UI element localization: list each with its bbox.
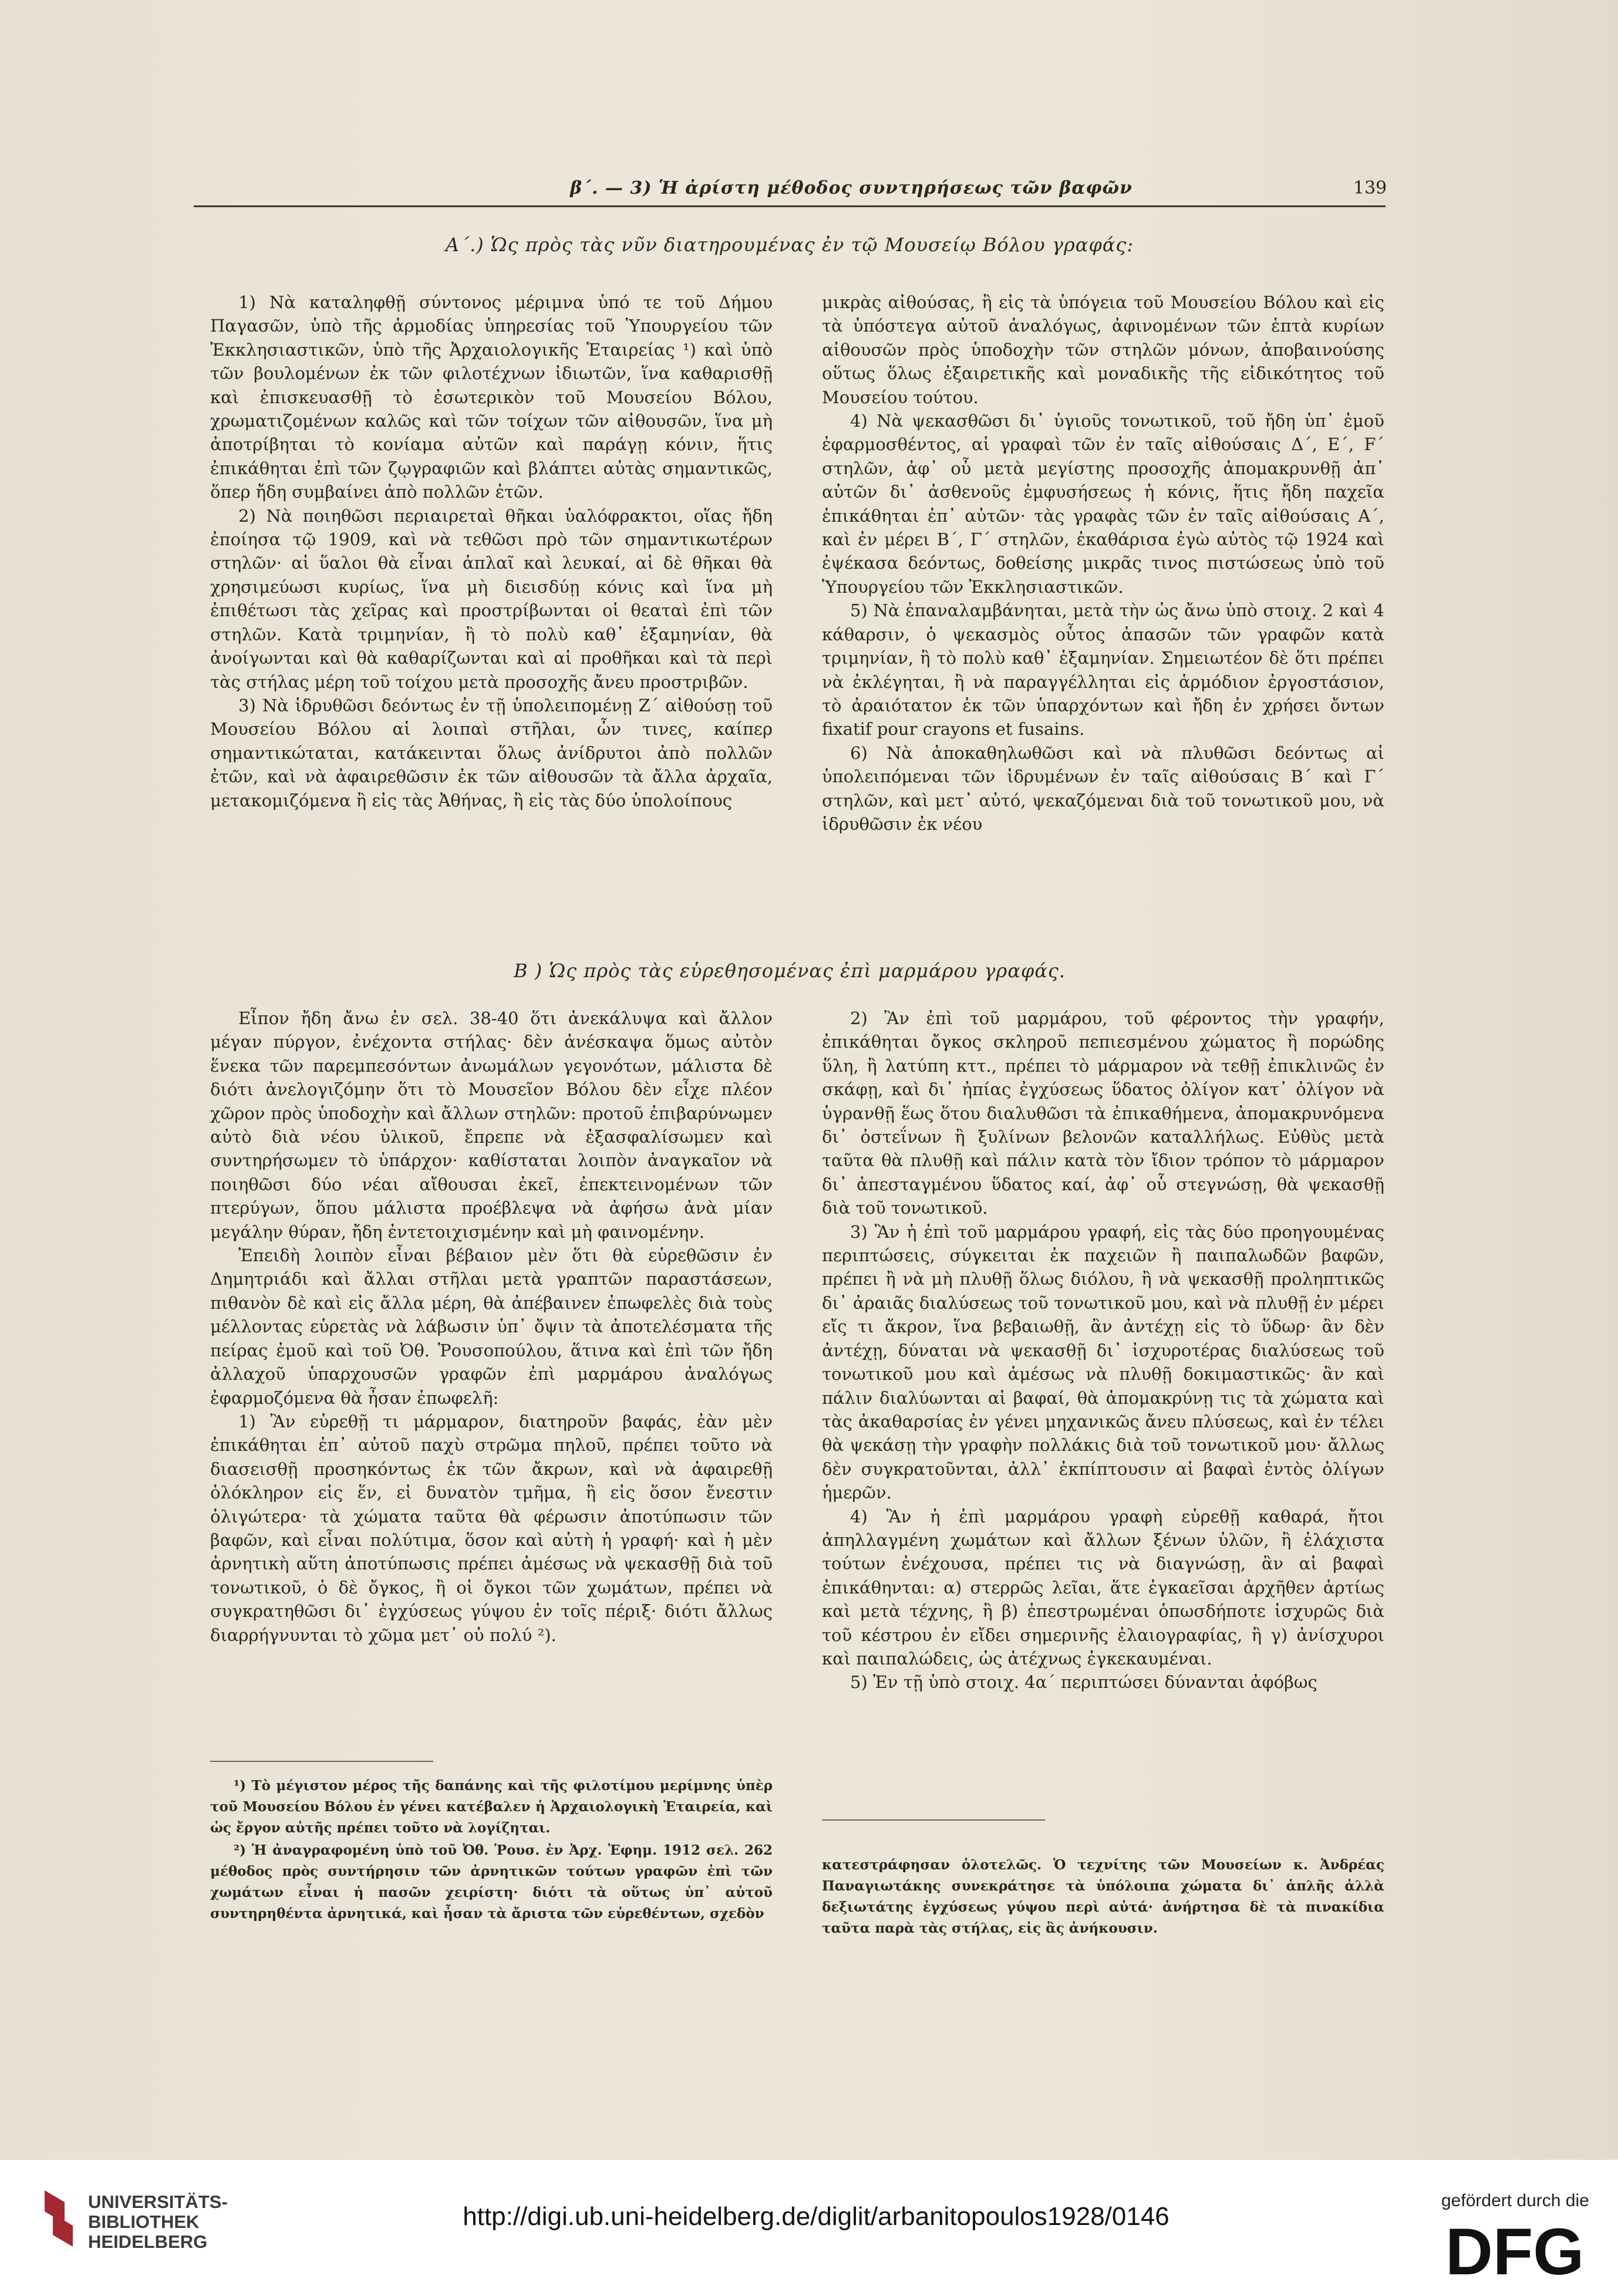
paragraph: 5) Ἐν τῇ ὑπὸ στοιχ. 4α΄ περιπτώσει δύνανται ἀφόβως xyxy=(850,1672,1317,1693)
footnote: κατεστράφησαν ὁλοτελῶς. Ὁ τεχνίτης τῶν Μουσείων κ. Ἀνδρέας Παναγιωτάκης συνεκράτησε τὰ ὑπόλοιπα χώματα δι᾽ ἁπλῆς ἀλλὰ δεξιωτάτης ἐγχύσεως γύψου περὶ αὐτά· ἀνήρτησα δὲ τὰ πινακίδια ταῦτα παρὰ τὰς στήλας, εἰς ἃς ἀνήκουσιν. xyxy=(822,1857,1384,1936)
footnote-rule-right xyxy=(822,1819,1045,1821)
paragraph: 3) Νὰ ἱδρυθῶσι δεόντως ἐν τῇ ὑπολειπομένῃ Ζ΄ αἰθούσῃ τοῦ Μουσείου Βόλου αἱ λοιπαὶ στῆλαι, ὧν τινες, καίπερ σημαντικώταται, κατάκεινται ὅλως ἀνίδρυτοι ἀπὸ πολλῶν ἐτῶν, καὶ νὰ ἀφαιρεθῶσιν ἐκ τῶν αἰθουσῶν τὰ ἄλλα ἀρχαῖα, μετακομιζόμενα ἢ εἰς τὰς Ἀθήνας, ἢ εἰς τὰς δύο ὑπολοίπους xyxy=(210,695,773,811)
footnote: ²) Ἡ ἀναγραφομένη ὑπὸ τοῦ Ὀθ. Ῥουσ. ἐν Ἀρχ. Ἐφημ. 1912 σελ. 262 μέθοδος πρὸς συντήρησιν τῶν ἀρνητικῶν τούτων γραφῶν ἐπὶ τῶν χωμάτων εἶναι ἡ πασῶν χειρίστη· διότι τὰ οὕτως ὑπ᾽ αὐτοῦ συντηρηθέντα ἀρνητικά, καὶ ἦσαν τὰ ἄριστα τῶν εὑρεθέντων, σχεδὸν xyxy=(210,1842,773,1922)
paragraph: Ἐπειδὴ λοιπὸν εἶναι βέβαιον μὲν ὅτι θὰ εὑρεθῶσιν ἐν Δημητριάδι καὶ ἄλλαι στῆλαι μετὰ γραπτῶν παραστάσεων, πιθανὸν δὲ καὶ εἰς ἄλλα μέρη, θὰ ἀπέβαινεν ἐπωφελὲς διὰ τοὺς μέλλοντας εὑρετὰς νὰ λάβωσιν ὑπ᾽ ὄψιν τὰ ἀποτελέσματα τῆς πείρας ἐμοῦ καὶ τοῦ Ὀθ. Ῥουσοπούλου, ἅτινα καὶ ἐπὶ τῶν ἤδη ἀλλαχοῦ ὑπαρχουσῶν γραφῶν ἐπὶ μαρμάρου ἀναλόγως ἐφαρμοζόμενα θὰ ἦσαν ἐπωφελῆ: xyxy=(210,1245,773,1408)
footnote-rule-left xyxy=(210,1761,433,1762)
paragraph: 1) Ἂν εὑρεθῇ τι μάρμαρον, διατηροῦν βαφάς, ἐὰν μὲν ἐπικάθηται ἐπ᾽ αὐτοῦ παχὺ στρῶμα πηλοῦ, πρέπει τοῦτο νὰ διασεισθῇ προσηκόντως ἐκ τῶν ἄκρων, καὶ νὰ ἀφαιρεθῇ ὁλόκληρον εἰς ἕν, εἰ δυνατὸν τμῆμα, ἢ εἰς ὅσον ἔνεστιν ὀλιγώτερα· τὰ χώματα ταῦτα θὰ φέρωσιν ἀποτύπωσιν τῶν βαφῶν, καὶ εἶναι πολύτιμα, ὅσον καὶ αὐτὴ ἡ γραφή· καὶ ἡ μὲν ἀρνητικὴ αὕτη ἀποτύπωσις πρέπει ἀμέσως νὰ ψεκασθῇ διὰ τοῦ τονωτικοῦ, ὁ δὲ ὄγκος, ἢ οἱ ὄγκοι τῶν χωμάτων, πρέπει νὰ συγκρατηθῶσι δι᾽ ἐγχύσεως γύψου ἐν τοῖς πέριξ· διότι ἄλλως διαρρήγνυνται τὸ χῶμα μετ᾽ οὐ πολύ ²). xyxy=(210,1411,773,1645)
section-b-heading: Β ) Ὡς πρὸς τὰς εὑρεθησομένας ἐπὶ μαρμάρου γραφάς. xyxy=(513,960,1066,982)
footnotes-right xyxy=(822,1855,1384,1940)
library-name-line: HEIDELBERG xyxy=(88,2231,208,2252)
section-a-left-column xyxy=(210,291,773,812)
library-name-line: UNIVERSITÄTS- xyxy=(88,2192,228,2212)
header-rule xyxy=(194,205,1386,207)
paragraph: 2) Ἂν ἐπὶ τοῦ μαρμάρου, τοῦ φέροντος τὴν γραφήν, ἐπικάθηται ὄγκος σκληροῦ πεπιεσμένου χώματος ἢ πορώδης ὕλη, ἢ λατύπη κττ., πρέπει τὸ μάρμαρον νὰ τεθῇ ἐπικλινῶς ἐν σκάφῃ, καὶ δι᾽ ἠπίας ἐγχύσεως ὕδατος ὀλίγον κατ᾽ ὀλίγον νὰ ὑγρανθῇ ἕως ὅτου διαλυθῶσι τὰ ἐπικαθήμενα, ἀπομακρυνόμενα δι᾽ ὀστεΐνων ἢ ξυλίνων βελονῶν καταλλήλως. Εὐθὺς μετὰ ταῦτα θὰ πλυθῇ καὶ πάλιν κατὰ τὸν ἴδιον τρόπον τὸ μάρμαρον δι᾽ ἀπεσταγμένου ὕδατος καί, ἀφ᾽ οὗ στεγνώσῃ, θὰ ψεκασθῇ διὰ τοῦ τονωτικοῦ. xyxy=(822,1008,1384,1218)
section-b-right-column xyxy=(822,1007,1384,1694)
paragraph: 2) Νὰ ποιηθῶσι περιαιρεταὶ θῆκαι ὑαλόφρακτοι, οἵας ἤδη ἐποίησα τῷ 1909, καὶ νὰ τεθῶσι πρὸ τῶν σημαντικωτέρων στηλῶν· αἱ ὕαλοι θὰ εἶναι ἁπλαῖ καὶ λευκαί, αἱ δὲ θῆκαι θὰ χρησιμεύωσι κυρίως, ἵνα μὴ διεισδύῃ κόνις καὶ ἵνα μὴ ἐπιθέτωσι τὰς χεῖρας καὶ προστρίβωνται οἱ θεαταὶ ἐπὶ τῶν στηλῶν. Κατὰ τριμηνίαν, ἢ τὸ πολὺ καθ᾽ ἑξαμηνίαν, θὰ ἀνοίγωνται καὶ θὰ καθαρίζωνται καὶ αἱ προθῆκαι καὶ τὰ περὶ τὰς στήλας μέρη τοῦ τοίχου μετὰ προσοχῆς ἄνευ προστριβῶν. xyxy=(210,505,773,692)
library-name[interactable] xyxy=(88,2192,228,2252)
footnote: ¹) Τὸ μέγιστον μέρος τῆς δαπάνης καὶ τῆς φιλοτίμου μερίμνης ὑπὲρ τοῦ Μουσείου Βόλου ἐν γένει κατέβαλεν ἡ Ἀρχαιολογικὴ Ἑταιρεία, καὶ ὡς ἔργον αὐτῆς πρέπει τοῦτο νὰ λογίζηται. xyxy=(210,1778,773,1836)
paragraph: Εἶπον ἤδη ἄνω ἐν σελ. 38-40 ὅτι ἀνεκάλυψα καὶ ἄλλον μέγαν πύργον, ἐνέχοντα στήλας· δὲν ἀνέσκαψα ὅμως αὐτὸν ἕνεκα τῶν παρεμπεσόντων ἀνωμάλων γεγονότων, μάλιστα δὲ διότι ἀνελογιζόμην ὅτι τὸ Μουσεῖον Βόλου δὲν εἶχε πλέον χῶρον πρὸς ὑποδοχὴν καὶ ἄλλων στηλῶν: προτοῦ ἐπιβαρύνωμεν αὐτὸ διὰ νέου ὑλικοῦ, ἔπρεπε νὰ ἐξασφαλίσωμεν καὶ συντηρήσωμεν τὸ ὑπάρχον· καθίσταται λοιπὸν ἀναγκαῖον νὰ ποιηθῶσι δύο νέαι αἴθουσαι ἐκεῖ, ἐπεκτεινομένων τῶν πτερύγων, ὅπου μάλιστα προέβλεψα νὰ ἀφήσω ἀνὰ μίαν μεγάλην θύραν, ἤδη ἐντετοιχισμένην καὶ μὴ φαινομένην. xyxy=(210,1008,773,1242)
permalink-url[interactable]: http://digi.ub.uni-heidelberg.de/diglit/arbanitopoulos1928/0146 xyxy=(463,2202,1169,2231)
paragraph: 5) Νὰ ἐπαναλαμβάνηται, μετὰ τὴν ὡς ἄνω ὑπὸ στοιχ. 2 καὶ 4 κάθαρσιν, ὁ ψεκασμὸς οὗτος ἁπασῶν τῶν γραφῶν κατὰ τριμηνίαν, ἢ τὸ πολὺ καθ᾽ ἑξαμηνίαν. Σημειωτέον δὲ ὅτι πρέπει νὰ ἐκλέγηται, ἢ νὰ παραγγέλληται εἰς ἁρμόδιον ἐργοστάσιον, τὸ ἀραιότατον ἐκ τῶν ὑπαρχόντων καὶ ἤδη ἐν χρήσει ὄντων fixatif pour crayons et fusains. xyxy=(822,600,1384,740)
footnotes-left xyxy=(210,1775,773,1926)
paragraph: μικρὰς αἰθούσας, ἢ εἰς τὰ ὑπόγεια τοῦ Μουσείου Βόλου καὶ εἰς τὰ ὑπόστεγα αὐτοῦ ἀναλόγως, ἀφινομένων τῶν ἑπτὰ κυρίων αἰθουσῶν πρὸς ὑποδοχὴν τῶν στηλῶν μόνων, ἀποβαινούσης οὕτως ὅλως ἐξαιρετικῆς καὶ μοναδικῆς τῆς εἰδικότητος τοῦ Μουσείου τούτου. xyxy=(822,292,1384,407)
dfg-logo-icon[interactable] xyxy=(1445,2219,1592,2283)
dfg-logo-text: DFG xyxy=(1445,2219,1585,2283)
section-a-heading: Α΄.) Ὡς πρὸς τὰς νῦν διατηρουμένας ἐν τῷ Μουσείῳ Βόλου γραφάς: xyxy=(445,234,1134,256)
paragraph: 3) Ἂν ἡ ἐπὶ τοῦ μαρμάρου γραφή, εἰς τὰς δύο προηγουμένας περιπτώσεις, σύγκειται ἐκ παχειῶν ἢ παιπαλωδῶν βαφῶν, πρέπει ἢ νὰ μὴ πλυθῇ ὅλως διόλου, ἢ νὰ ψεκασθῇ προληπτικῶς δι᾽ ἀραιᾶς διαλύσεως τοῦ τονωτικοῦ μου, καὶ νὰ πλυθῇ ἐν μέρει εἴς τι ἄκρον, ἵνα βεβαιωθῇ, ἂν ἀντέχῃ εἰς τὸ ὕδωρ· ἂν δὲν ἀντέχῃ, δύναται νὰ ψεκασθῇ δι᾽ ἰσχυροτέρας διαλύσεως τοῦ τονωτικοῦ μου καὶ ἀμέσως νὰ πλυθῇ δοκιμαστικῶς· ἂν καὶ πάλιν διαλύωνται αἱ βαφαί, θὰ ἀπομακρύνῃ τις τὰ χώματα καὶ τὰς ἀκαθαρσίας ἐν γένει μηχανικῶς ἄνευ πλύσεως, καὶ ἐν τέλει θὰ ψεκάσῃ τὴν γραφὴν πολλάκις διὰ τοῦ τονωτικοῦ μου· ἄλλως δὲν συγκρατοῦνται, ἀλλ᾽ ἐκπίπτουσιν αἱ βαφαὶ ἐντὸς ὀλίγων ἡμερῶν. xyxy=(822,1221,1384,1503)
paragraph: 1) Νὰ καταληφθῇ σύντονος μέριμνα ὑπό τε τοῦ Δήμου Παγασῶν, ὑπὸ τῆς ἁρμοδίας ὑπηρεσίας τοῦ Ὑπουργείου τῶν Ἐκκλησιαστικῶν, ὑπὸ τῆς Ἀρχαιολογικῆς Ἑταιρείας ¹) καὶ ὑπὸ τῶν βουλομένων ἐκ τῶν φιλοτέχνων ἰδιωτῶν, ἵνα καθαρισθῇ καὶ ἐπισκευασθῇ τὸ ἐσωτερικὸν τοῦ Μουσείου Βόλου, χρωματιζομένων καλῶς καὶ τῶν τοίχων τῶν αἰθουσῶν, ἵνα μὴ ἀποτρίβηται τὸ κονίαμα αὐτῶν καὶ παράγῃ κόνιν, ἥτις ἐπικάθηται ἐπὶ τῶν ζῳγραφιῶν καὶ βλάπτει αὐτὰς σημαντικῶς, ὅπερ ἤδη συμβαίνει ἀπὸ πολλῶν ἐτῶν. xyxy=(210,292,773,502)
paragraph: 4) Ἂν ἡ ἐπὶ μαρμάρου γραφὴ εὑρεθῇ καθαρά, ἤτοι ἀπηλλαγμένη χωμάτων καὶ ἄλλων ξένων ὑλῶν, ἢ ἐλάχιστα τούτων ἐνέχουσα, πρέπει τις νὰ διαγνώσῃ, ἂν αἱ βαφαὶ ἐπικάθηνται: α) στερρῶς λεῖαι, ἅτε ἐγκαεῖσαι ἀρχῆθεν ἀρτίως καὶ μετὰ τέχνης, ἢ β) ἐπεστρωμέναι ὁπωσδήποτε ἰσχυρῶς διὰ τοῦ κέστρου ἐν εἴδει σημερινῆς ἐλαιογραφίας, ἢ γ) ἀνίσχυροι καὶ παιπαλώδεις, ὡς ἀτέχνως ἐγκεκαυμέναι. xyxy=(822,1506,1384,1669)
running-title: β΄. — 3) Ἡ ἀρίστη μέθοδος συντηρήσεως τῶν βαφῶν xyxy=(570,178,1132,198)
paragraph: 6) Νὰ ἀποκαθηλωθῶσι καὶ νὰ πλυθῶσι δεόντως αἱ ὑπολειπόμεναι τῶν ἱδρυμένων ἐν ταῖς αἰθούσαις Β΄ καὶ Γ΄ στηλῶν, καὶ μετ᾽ αὐτό, ψεκαζόμεναι διὰ τοῦ τονωτικοῦ μου, νὰ ἱδρυθῶσιν ἐκ νέου xyxy=(822,742,1384,834)
section-a-right-column xyxy=(822,291,1384,836)
library-name-line: BIBLIOTHEK xyxy=(88,2211,200,2232)
section-b-left-column xyxy=(210,1007,773,1647)
library-logo-icon xyxy=(41,2184,76,2255)
sponsor-caption: gefördert durch die xyxy=(1441,2191,1589,2210)
paragraph: 4) Νὰ ψεκασθῶσι δι᾽ ὑγιοῦς τονωτικοῦ, τοῦ ἤδη ὑπ᾽ ἐμοῦ ἐφαρμοσθέντος, αἱ γραφαὶ τῶν ἐν ταῖς αἰθούσαις Δ΄, Ε΄, F΄ στηλῶν, ἀφ᾽ οὗ μετὰ μεγίστης προσοχῆς ἀπομακρυνθῇ ἀπ᾽ αὐτῶν δι᾽ ἀσθενοῦς ἐμφυσήσεως ἡ κόνις, ἥτις ἤδη παχεῖα ἐπικάθηται ἐπ᾽ αὐτῶν· τὰς γραφὰς τῶν ἐν ταῖς αἰθούσαις Α΄, καὶ ἐν μέρει Β΄, Γ΄ στηλῶν, ἐκαθάρισα ἐγὼ αὐτὸς τῷ 1924 καὶ ἐψέκασα δεόντως, δοθείσης μικρᾶς τινος πιστώσεως ὑπὸ τοῦ Ὑπουργείου τῶν Ἐκκλησιαστικῶν. xyxy=(822,411,1384,597)
page-number: 139 xyxy=(1353,178,1387,198)
